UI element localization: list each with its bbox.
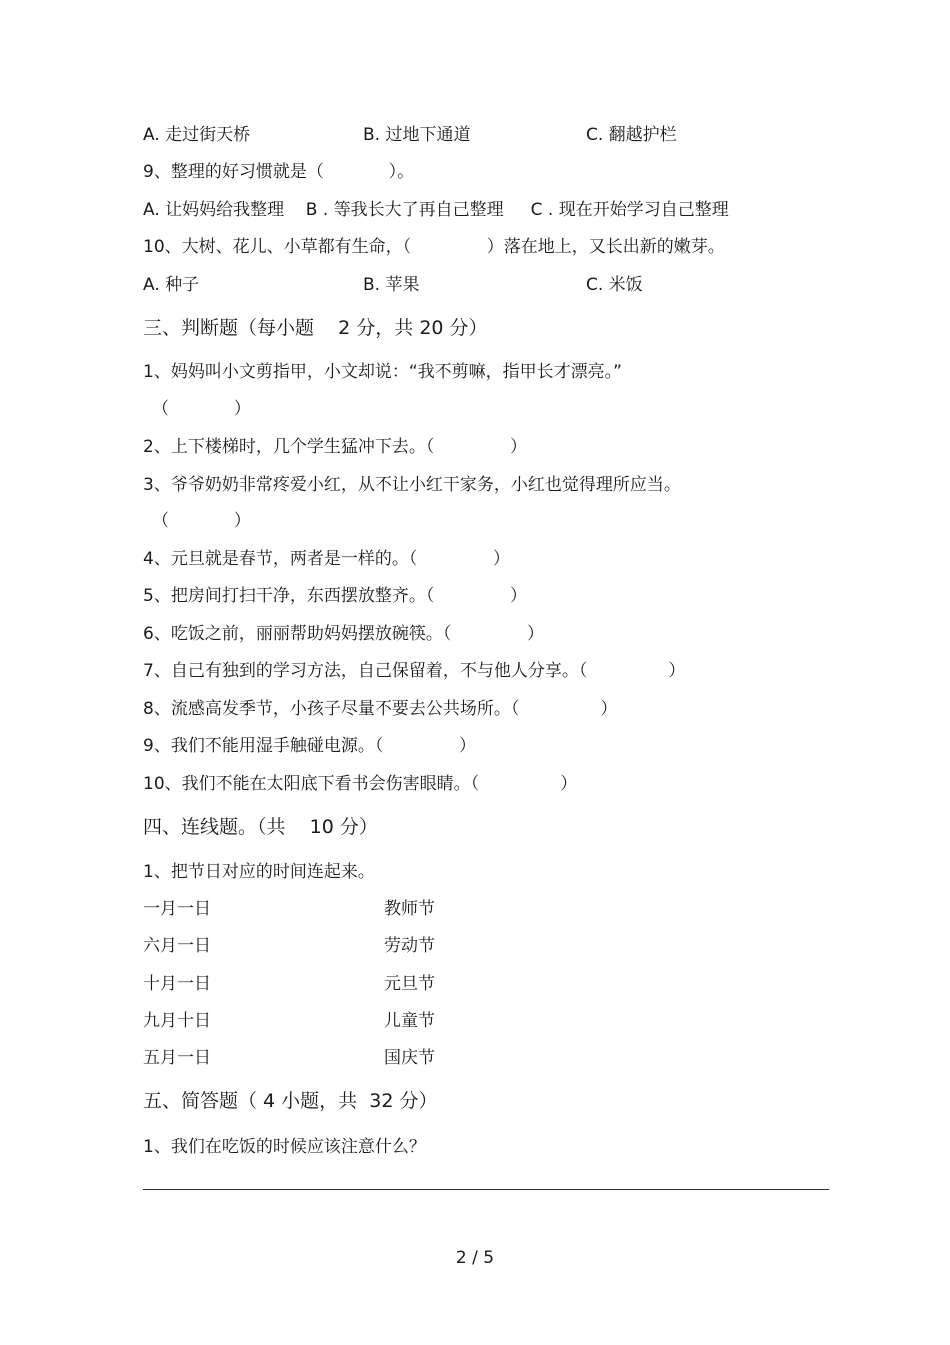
matching-left-item: 九月十日 [143,1011,211,1031]
section3-item: 9、我们不能用湿手触碰电源。（ ） [143,736,476,756]
section3-item: 3、爷爷奶奶非常疼爱小红，从不让小红干家务，小红也觉得理所应当。 [143,475,681,495]
section3-item: （ ） [152,511,251,531]
matching-right-item: 教师节 [384,899,435,919]
q9-question: 9、整理的好习惯就是（ ）。 [143,162,415,182]
section3-item: 8、流感高发季节，小孩子尽量不要去公共场所。（ ） [143,699,618,719]
answer-line [143,1189,829,1190]
section3-item: 2、上下楼梯时，几个学生猛冲下去。（ ） [143,437,527,457]
matching-right-item: 国庆节 [384,1048,435,1068]
matching-left-item: 一月一日 [143,899,211,919]
q8-option-a: A. 走过街天桥 [143,125,251,145]
q8-option-c: C. 翻越护栏 [586,125,677,145]
section3-item: 4、元旦就是春节，两者是一样的。（ ） [143,549,510,569]
section4-title: 四、连线题。（共 10 分） [143,816,378,838]
section3-item: 6、吃饭之前，丽丽帮助妈妈摆放碗筷。（ ） [143,624,544,644]
section3-title: 三、判断题（每小题 2 分，共 20 分） [143,317,488,339]
section5-title: 五、简答题（ 4 小题，共 32 分） [143,1090,438,1112]
matching-left-item: 五月一日 [143,1048,211,1068]
q9-options: A. 让妈妈给我整理 B . 等我长大了再自己整理 C . 现在开始学习自己整理 [143,200,729,220]
q10-option-a: A. 种子 [143,275,200,295]
section3-item: （ ） [152,399,251,419]
q10-question: 10、大树、花儿、小草都有生命，（ ）落在地上，又长出新的嫩芽。 [143,237,725,257]
page-number: 2 / 5 [455,1248,495,1268]
q8-option-b: B. 过地下通道 [363,125,471,145]
section5-question: 1、我们在吃饭的时候应该注意什么？ [143,1137,426,1157]
matching-left-item: 六月一日 [143,936,211,956]
matching-left-item: 十月一日 [143,974,211,994]
section4-question: 1、把节日对应的时间连起来。 [143,862,375,882]
section3-item: 10、我们不能在太阳底下看书会伤害眼睛。（ ） [143,774,578,794]
q10-option-b: B. 苹果 [363,275,420,295]
q10-option-c: C. 米饭 [586,275,643,295]
matching-right-item: 儿童节 [384,1011,435,1031]
section3-item: 7、自己有独到的学习方法，自己保留着，不与他人分享。（ ） [143,661,686,681]
section3-item: 1、妈妈叫小文剪指甲，小文却说：“我不剪嘛，指甲长才漂亮。” [143,362,622,382]
matching-right-item: 元旦节 [384,974,435,994]
matching-right-item: 劳动节 [384,936,435,956]
section3-item: 5、把房间打扫干净，东西摆放整齐。（ ） [143,586,527,606]
